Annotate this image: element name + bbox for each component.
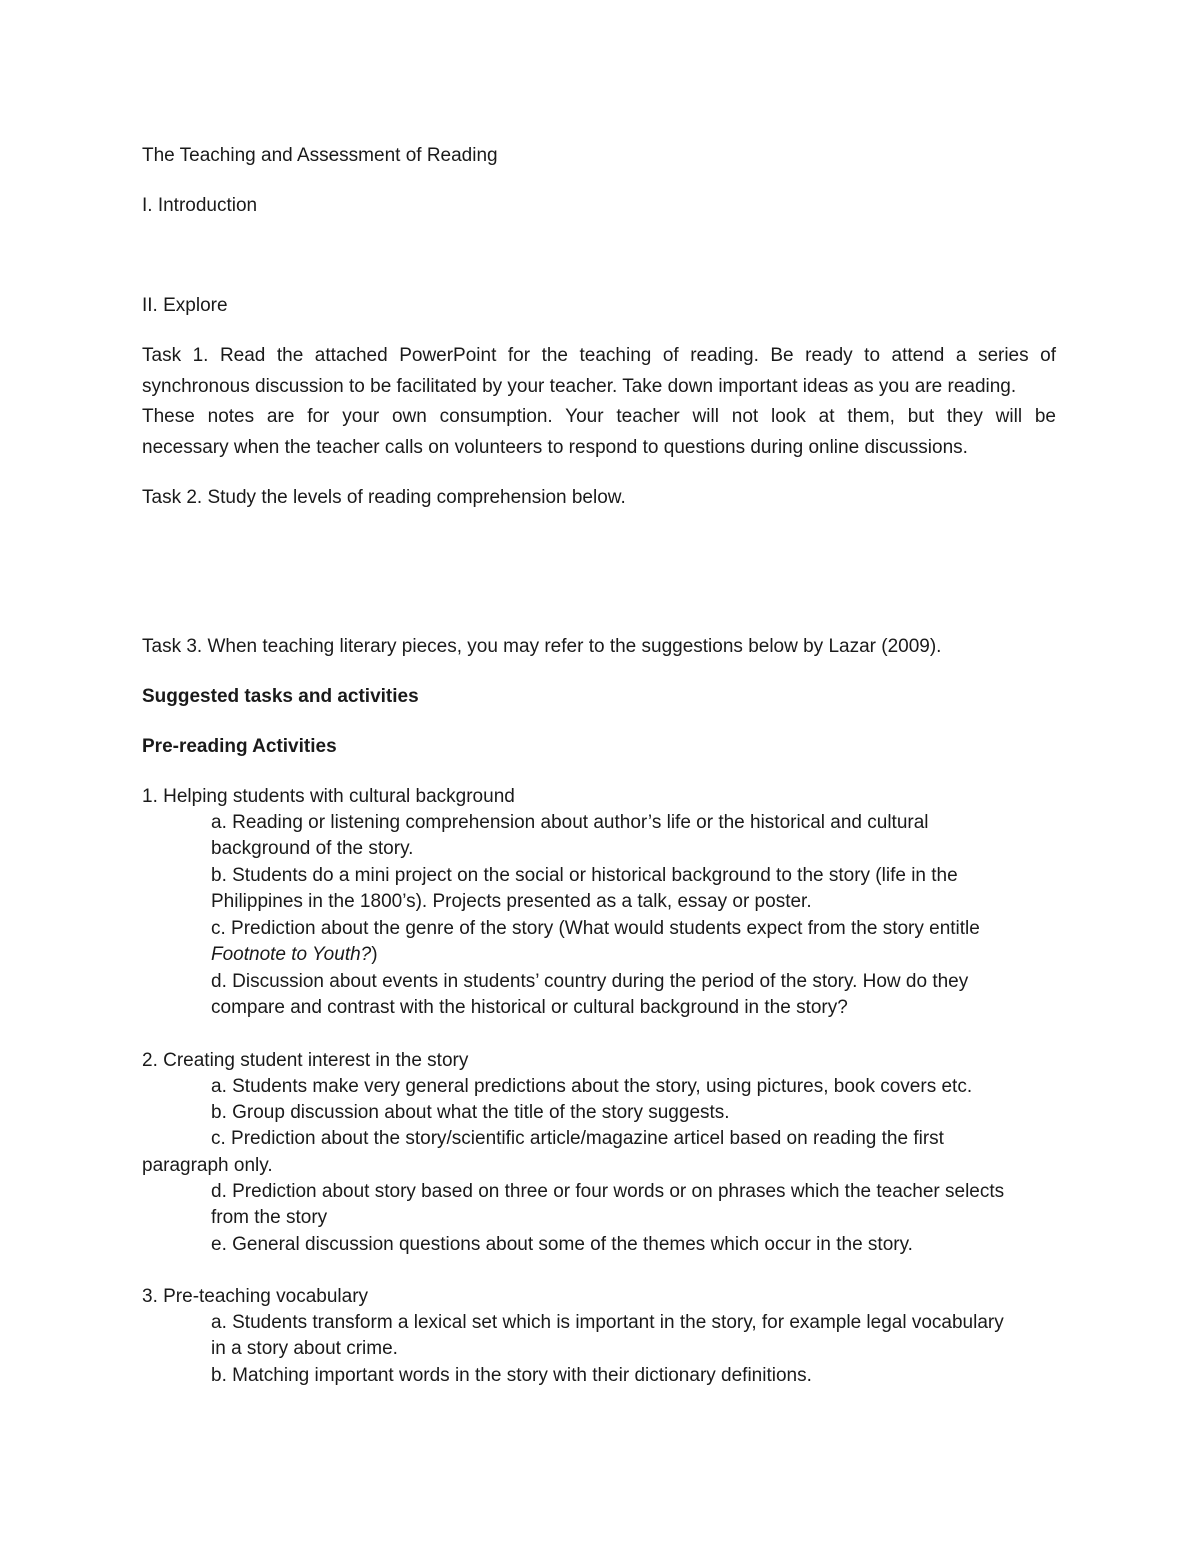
heading-prereading: Pre-reading Activities bbox=[142, 736, 337, 757]
list-item: in a story about crime. bbox=[211, 1338, 398, 1359]
story-title-italic: Footnote to Youth? bbox=[211, 944, 372, 965]
document-title: The Teaching and Assessment of Reading bbox=[142, 145, 498, 166]
task1-line: Task 1. Read the attached PowerPoint for the teaching of reading. Be ready to attend a series of bbox=[142, 345, 1056, 366]
list-item: b. Matching important words in the story with their dictionary definitions. bbox=[211, 1365, 812, 1386]
task1-line: These notes are for your own consumption. Your teacher will not look at them, but they will be bbox=[142, 406, 1056, 427]
list-heading: 2. Creating student interest in the story bbox=[142, 1050, 469, 1071]
list-item bbox=[211, 942, 378, 968]
task3-text: Task 3. When teaching literary pieces, you may refer to the suggestions below by Lazar (2009). bbox=[142, 636, 942, 657]
list-item-text: ) bbox=[371, 944, 378, 965]
task1-line: synchronous discussion to be facilitated by your teacher. Take down important ideas as you are reading. bbox=[142, 376, 1017, 397]
list-item: b. Students do a mini project on the social or historical background to the story (life in the bbox=[211, 865, 958, 886]
list-item: e. General discussion questions about some of the themes which occur in the story. bbox=[211, 1234, 913, 1255]
heading-suggested-tasks: Suggested tasks and activities bbox=[142, 686, 419, 707]
list-item: b. Group discussion about what the title of the story suggests. bbox=[211, 1102, 730, 1123]
list-item: c. Prediction about the story/scientific article/magazine articel based on reading the first bbox=[211, 1128, 944, 1149]
list-item: paragraph only. bbox=[142, 1155, 273, 1176]
list-item: c. Prediction about the genre of the story (What would students expect from the story entitle bbox=[211, 918, 980, 939]
section-introduction: I. Introduction bbox=[142, 195, 258, 216]
list-heading: 1. Helping students with cultural background bbox=[142, 786, 515, 807]
list-item: from the story bbox=[211, 1207, 328, 1228]
list-item: a. Students make very general predictions about the story, using pictures, book covers etc. bbox=[211, 1076, 973, 1097]
section-explore: II. Explore bbox=[142, 295, 228, 316]
task1-line: necessary when the teacher calls on volunteers to respond to questions during online discussions. bbox=[142, 437, 968, 458]
list-item: d. Discussion about events in students’ country during the period of the story. How do they bbox=[211, 971, 969, 992]
list-item: compare and contrast with the historical or cultural background in the story? bbox=[211, 997, 848, 1018]
task2-text: Task 2. Study the levels of reading comprehension below. bbox=[142, 487, 626, 508]
list-item: background of the story. bbox=[211, 838, 414, 859]
list-heading: 3. Pre-teaching vocabulary bbox=[142, 1286, 369, 1307]
list-item: d. Prediction about story based on three or four words or on phrases which the teacher selects bbox=[211, 1181, 1005, 1202]
list-item: Philippines in the 1800’s). Projects presented as a talk, essay or poster. bbox=[211, 891, 812, 912]
list-item: a. Reading or listening comprehension about author’s life or the historical and cultural bbox=[211, 812, 929, 833]
list-item: a. Students transform a lexical set which is important in the story, for example legal vocabulary bbox=[211, 1312, 1004, 1333]
